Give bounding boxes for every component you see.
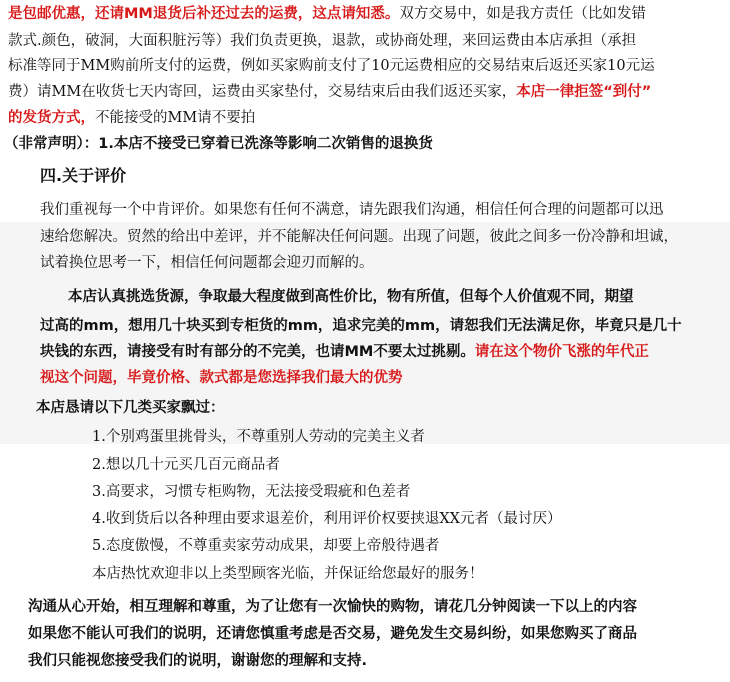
- list-item: 2.想以几十元买几百元商品者: [92, 457, 280, 473]
- list-item: 5.态度傲慢，不尊重卖家劳动成果，却要上帝般待遇者: [92, 538, 440, 554]
- reviews-p2-line-3-red: 请在这个物价飞涨的年代正: [474, 344, 649, 360]
- policy-line-5: [8, 108, 255, 128]
- policy-line-3: 标准等同于MM购前所支付的运费，例如买家购前支付了10元运费相应的交易结束后返还买家10元运: [8, 58, 655, 74]
- policy-line-2: 款式.颜色，破洞，大面积脏污等）我们负责更换，退款，或协商处理，来回运费由本店承担（承担: [8, 33, 637, 49]
- special-statement: [4, 134, 433, 154]
- reviews-p2-line-3: [40, 342, 649, 362]
- welcome-note: 本店热忱欢迎非以上类型顾客光临，并保证给您最好的服务！: [92, 566, 484, 582]
- list-item: 1.个别鸡蛋里挑骨头，不尊重别人劳动的完美主义者: [92, 429, 425, 445]
- reviews-p2-line-1: 本店认真挑选货源，争取最大程度做到高性价比，物有所值，但每个人价值观不同，期望: [68, 289, 634, 305]
- reviews-p2-line-4-red: 视这个问题，毕竟价格、款式都是您选择我们最大的优势: [40, 370, 403, 386]
- policy-line-5-rest: 不能接受的MM请不要拍: [95, 110, 256, 126]
- closing-line-1: 沟通从心开始，相互理解和尊重，为了让您有一次愉快的购物，请花几分钟阅读一下以上的内容: [28, 599, 637, 615]
- policy-line-1-rest: 双方交易中，如是我方责任（比如发错: [399, 6, 646, 22]
- policy-line-5-red: 的发货方式，: [8, 110, 95, 126]
- reviews-p2-line-3-text: 块钱的东西，请接受有时有部分的不完美，也请MM不要太过挑剔。: [40, 344, 475, 360]
- reviews-p1-line-3: 试着换位思考一下，相信任何问题都会迎刃而解的。: [40, 255, 374, 271]
- policy-line-4-red: 本店一律拒签“到付”: [516, 84, 652, 100]
- reviews-p1-line-1: 我们重视每一个中肯评价。如果您有任何不满意，请先跟我们沟通，相信任何合理的问题都可以迅: [40, 202, 664, 218]
- special-statement-label: （非常声明）：: [4, 136, 99, 152]
- reviews-p1-line-2: 速给您解决。贸然的给出中差评，并不能解决任何问题。出现了问题，彼此之间多一份冷静和坦诚，: [40, 229, 678, 245]
- policy-line-4: [8, 82, 651, 102]
- buyers-request-heading: 本店恳请以下几类买家飘过：: [36, 400, 225, 416]
- closing-line-3: 我们只能视您接受我们的说明，谢谢您的理解和支持.: [28, 653, 368, 669]
- list-item: 3.高要求，习惯专柜购物，无法接受瑕疵和色差者: [92, 484, 411, 500]
- closing-line-2: 如果您不能认可我们的说明，还请您慎重考虑是否交易，避免发生交易纠纷，如果您购买了商品: [28, 626, 637, 642]
- special-statement-text: 1.本店不接受已穿着已洗涤等影响二次销售的退换货: [98, 136, 433, 152]
- policy-line-4-text: 费）请MM在收货七天内寄回，运费由买家垫付，交易结束后由我们返还买家，: [8, 84, 517, 100]
- policy-line-1: [8, 4, 646, 24]
- reviews-p2-line-2: 过高的mm，想用几十块买到专柜货的mm，追求完美的mm，请恕我们无法满足你，毕竟只是几十: [40, 318, 682, 334]
- list-item: 4.收到货后以各种理由要求退差价，利用评价权要挟退XX元者（最讨厌）: [92, 511, 562, 527]
- section-heading-reviews: 四.关于评价: [40, 166, 127, 185]
- policy-line-1-red: 是包邮优惠，还请MM退货后补还过去的运费，这点请知悉。: [8, 6, 400, 22]
